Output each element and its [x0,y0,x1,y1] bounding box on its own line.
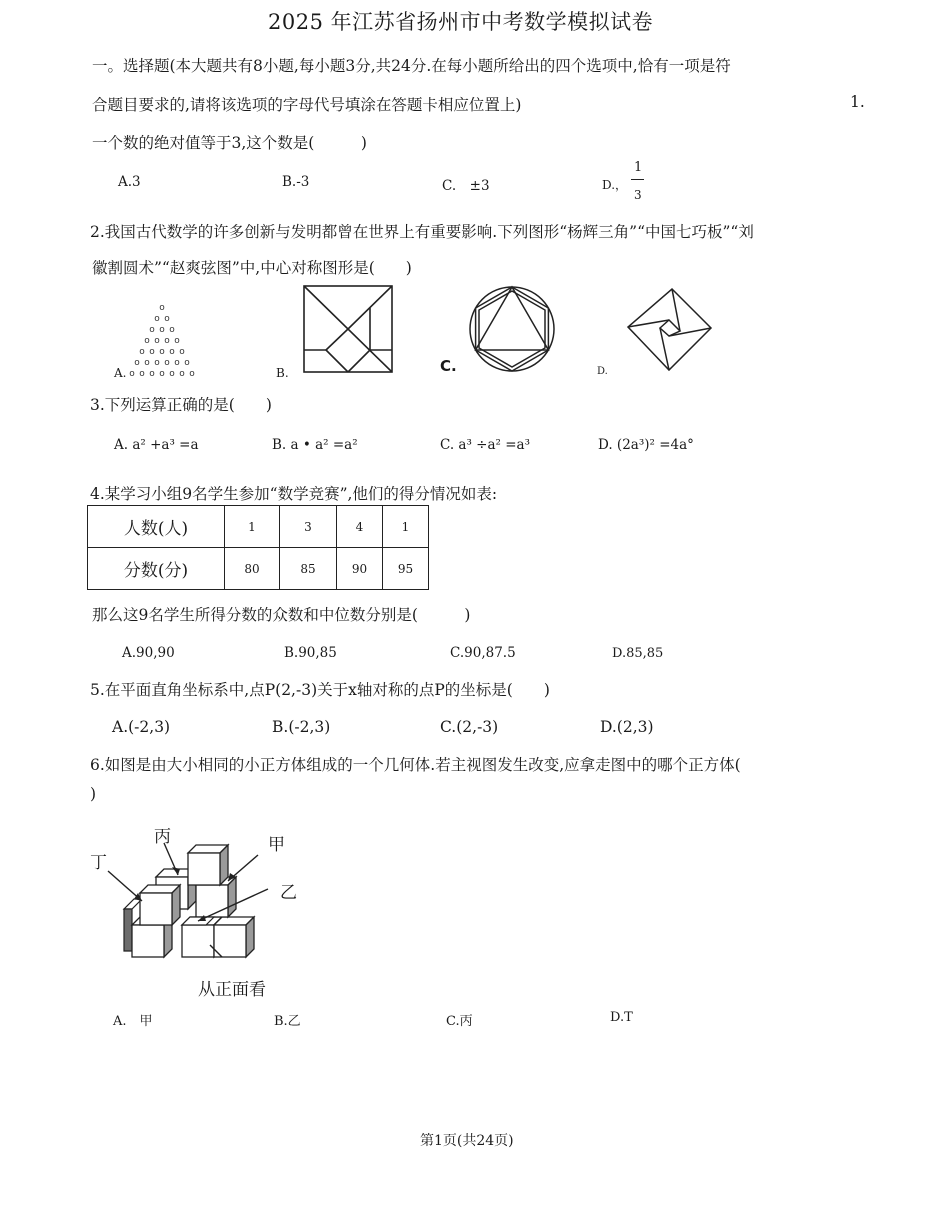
q4-option-d[interactable]: D.85,85 [612,646,664,661]
table-row [88,548,429,590]
yanghui-glyph: o [169,347,175,357]
yanghui-glyph: o [134,358,140,368]
score-table [87,505,429,590]
table-cell: 1 [225,506,280,548]
table-row [88,506,429,548]
q6-stem-line1: 6.如图是由大小相同的小正方体组成的一个几何体.若主视图发生改变,应拿走图中的哪个正方体( [90,756,741,774]
yanghui-glyph: o [164,336,170,346]
yanghui-triangle-figure [112,292,212,382]
table-row-header: 分数(分) [88,548,225,590]
yanghui-glyph: o [159,369,165,379]
q4-option-a[interactable]: A.90,90 [122,645,175,661]
q5-option-d[interactable]: D.(2,3) [600,718,654,736]
yanghui-glyph: o [184,358,190,368]
table-cell: 1 [383,506,429,548]
figure-label-ding: 丁 [90,853,107,873]
section-intro-line1: 一。选择题(本大题共有8小题,每小题3分,共24分.在每小题所给出的四个选项中,恰有一项是符 [92,57,731,75]
q6-option-d[interactable]: D.T [610,1010,633,1025]
q1-option-a[interactable]: A.3 [118,174,141,190]
yanghui-glyph: o [154,336,160,346]
q1-number: 1. [850,93,865,111]
q1-stem: 一个数的绝对值等于3,这个数是( ) [92,134,367,152]
yanghui-glyph: o [159,347,165,357]
yanghui-glyph: o [164,358,170,368]
q5-option-a[interactable]: A.(-2,3) [112,718,171,736]
table-row-header: 人数(人) [88,506,225,548]
q6-option-b[interactable]: B.乙 [274,1014,301,1029]
figure-label-yi: 乙 [280,883,297,903]
q1-fraction-denominator: 3 [634,188,642,202]
yanghui-glyph: o [149,369,155,379]
yanghui-glyph: o [169,369,175,379]
q1-fraction-bar [631,179,644,180]
q6-option-c[interactable]: C.丙 [446,1014,473,1029]
table-cell: 3 [280,506,337,548]
yanghui-glyph: o [174,336,180,346]
yanghui-glyph: o [129,369,135,379]
q4-option-b[interactable]: B.90,85 [284,645,337,661]
q1-option-c[interactable]: C. ±3 [442,178,490,194]
yanghui-glyph: o [154,358,160,368]
yanghui-glyph: o [164,314,170,324]
q6-stem-line2: ) [90,785,97,803]
q1-option-d[interactable]: D.， [602,178,628,192]
yanghui-glyph: o [174,358,180,368]
q4-option-c[interactable]: C.90,87.5 [450,645,516,661]
q4-question: 那么这9名学生所得分数的众数和中位数分别是( ) [92,606,471,624]
yanghui-glyph: o [154,314,160,324]
section-intro-line2: 合题目要求的,请将该选项的字母代号填涂在答题卡相应位置上) [92,96,522,114]
yanghui-glyph: o [159,303,165,313]
q1-fraction-numerator: 1 [634,160,643,175]
yanghui-glyph: o [179,347,185,357]
q2-stem-line1: 2.我国古代数学的许多创新与发明都曾在世界上有重要影响.下列图形“杨辉三角”“中国七巧板”“刘 [90,223,754,241]
q1-option-b[interactable]: B.-3 [282,174,310,190]
q3-option-d[interactable]: D. (2a³)² =4a° [598,437,694,453]
yanghui-glyph: o [179,369,185,379]
yanghui-glyph: o [144,358,150,368]
q2-option-a[interactable]: A. [114,366,127,380]
q2-option-d[interactable]: D. [597,366,608,377]
figure-caption: 从正面看 [198,980,266,1000]
figure-label-bing: 丙 [154,827,171,847]
table-cell: 4 [337,506,383,548]
page-title: 2025 年江苏省扬州市中考数学模拟试卷 [268,10,654,34]
yanghui-glyph: o [139,369,145,379]
q5-option-b[interactable]: B.(-2,3) [272,718,331,736]
table-cell: 90 [337,548,383,590]
yanghui-glyph: o [139,347,145,357]
yanghui-glyph: o [169,325,175,335]
q4-stem: 4.某学习小组9名学生参加“数学竞赛”,他们的得分情况如表: [90,485,498,503]
yanghui-glyph: o [149,325,155,335]
table-cell: 95 [383,548,429,590]
q3-option-b[interactable]: B. a • a² =a² [272,437,358,453]
tangram-figure [302,284,394,374]
q3-stem: 3.下列运算正确的是( ) [90,396,272,414]
q5-option-c[interactable]: C.(2,-3) [440,718,499,736]
table-cell: 80 [225,548,280,590]
yanghui-glyph: o [144,336,150,346]
liuhui-circle-figure [466,283,558,375]
q5-stem: 5.在平面直角坐标系中,点P(2,-3)关于x轴对称的点P的坐标是( ) [90,681,550,699]
q3-option-a[interactable]: A. a² +a³ =a [114,437,199,453]
q6-option-a[interactable]: A. 甲 [113,1014,153,1029]
q3-option-c[interactable]: C. a³ ÷a² =a³ [440,437,531,453]
q2-option-c[interactable]: C. [440,357,457,375]
figure-label-jia: 甲 [268,835,285,855]
q2-option-b[interactable]: B. [276,366,289,380]
yanghui-glyph: o [149,347,155,357]
yanghui-glyph: o [189,369,195,379]
yanghui-glyph: o [159,325,165,335]
q2-stem-line2: 徽割圆术”“赵爽弦图”中,中心对称图形是( ) [92,259,412,277]
page-number: 第1页(共24页) [420,1133,514,1149]
table-cell: 85 [280,548,337,590]
zhaoshuang-figure [622,286,714,374]
